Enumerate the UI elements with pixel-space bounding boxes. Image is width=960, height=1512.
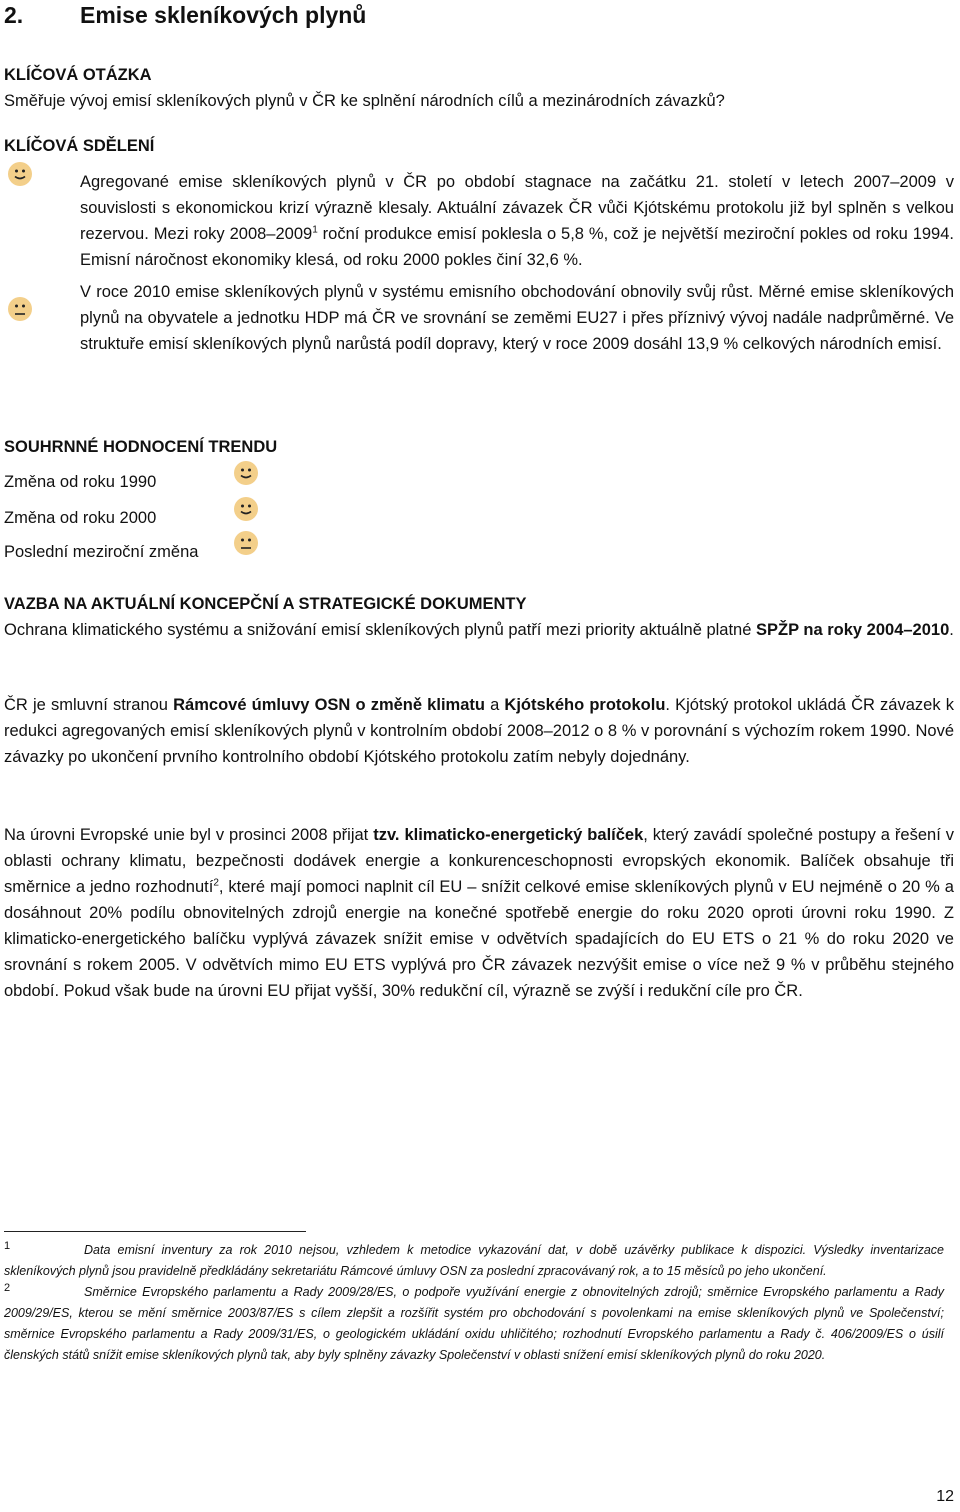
documents-heading: VAZBA NA AKTUÁLNÍ KONCEPČNÍ A STRATEGICKÉ DOKUMENTY [4,595,527,613]
kyoto-reference: Kjótského protokolu [504,696,666,714]
documents-paragraph-1: Ochrana klimatického systému a snižování emisí skleníkových plynů patří mezi priority aktuálně platné SPŽP na roky 2004–2010. [4,621,954,639]
sppz-reference: SPŽP na roky 2004–2010 [756,621,950,639]
trend-heading: SOUHRNNÉ HODNOCENÍ TRENDU [4,438,278,456]
section-title [4,0,366,30]
footnote-mark: 2 [4,1282,11,1294]
negative-message: V roce 2010 emise skleníkových plynů v systému emisního obchodování obnovily svůj růst. Měrné emise skleníkových plynů na obyvatele a jednotku HDP má ČR ve srovnání se zeměmi EU27 i přes příznivý vývoj nadále nadprůměrné. Ve struktuře emisí skleníkových plynů narůstá podíl dopravy, který v roce 2009 dosáhl 13,9 % celkových národních emisí. [80,283,954,353]
section-title-text: Emise skleníkových plynů [80,2,367,28]
climate-package-reference: tzv. klimaticko-energetický balíček [373,826,644,844]
footnote-1: 1 Data emisní inventury za rok 2010 nejsou, vzhledem k metodice vykazování dat, v době uzávěrky publikace k dispozici. Výsledky inventarizace skleníkových plynů jsou pravidelně předkládány sekretariátu Rámcové úmluvy OSN za poslední zpracovávaný rok, a to 15 měsíců po jeho ukončení. [4,1240,944,1282]
key-question-heading: KLÍČOVÁ OTÁZKA [4,66,152,84]
trend-label-1990: Změna od roku 1990 [4,473,157,491]
smiley-happy-icon [8,162,32,186]
smiley-sad-icon [234,531,258,555]
key-question-text: Směřuje vývoj emisí skleníkových plynů v ČR ke splnění národních cílů a mezinárodních závazků? [4,92,725,110]
documents-paragraph-3: Na úrovni Evropské unie byl v prosinci 2008 přijat tzv. klimaticko-energetický balíček, který zavádí společné postupy a řešení v oblasti ochrany klimatu, bezpečnosti dodávek energie a konkurenceschopnosti evropských ekonomik. Balíček obsahuje tři směrnice a jedno rozhodnutí$^2$, které mají pomoci naplnit cíl EU – snížit celkové emise skleníkových plynů v EU nejméně o 20 % a dosáhnout 20% podílu obnovitelných zdrojů energie na konečné spotřebě energie do roku 2020 oproti úrovni roku 1990. Z klimaticko-energetického balíčku vyplývá závazek snížit emise v odvětvích spadajících do EU ETS o 21 % do roku 2020 ve srovnání s rokem 2005. V odvětvích mimo EU ETS vyplývá pro ČR závazek nezvýšit emise o více než 9 % v průběhu stejného období. Pokud však bude na úrovni EU přijat vyšší, 30% redukční cíl, výrazně se zvýší i redukční cíle pro ČR. [4,826,954,1000]
key-messages-body [80,169,954,363]
footnote-divider [4,1231,306,1232]
footnote-2: 2 Směrnice Evropského parlamentu a Rady 2009/28/ES, o podpoře využívání energie z obnovitelných zdrojů; směrnice Evropského parlamentu a Rady 2009/29/ES, kterou se mění směrnice 2003/87/ES s cílem zlepšit a rozšířit systém pro obchodování s povolenkami na emise skleníkových plynů ve Společenství; směrnice Evropského parlamentu a Rady 2009/31/ES, o geologickém ukládání oxidu uhličitého; rozhodnutí Evropského parlamentu a Rady č. 406/2009/ES o úsilí členských států snížit emise skleníkových plynů tak, aby byly splněny závazky Společenství v oblasti snížení emisí skleníkových plynů do roku 2020. [4,1282,944,1366]
documents-paragraph-2: ČR je smluvní stranou Rámcové úmluvy OSN o změně klimatu a Kjótského protokolu. Kjótský protokol ukládá ČR závazek k redukci agregovaných emisí skleníkových plynů v kontrolním období 2008–2012 o 8 % v porovnání s výchozím rokem 1990. Nové závazky po ukončení prvního kontrolního období Kjótského protokolu zatím nebyly dojednány. [4,696,954,766]
trend-label-yoy: Poslední meziroční změna [4,543,199,561]
trend-label-2000: Změna od roku 2000 [4,509,157,527]
footnote-ref-2: 2 [213,877,219,889]
smiley-happy-icon [234,497,258,521]
footnotes [4,1240,944,1366]
page-number: 12 [936,1488,954,1505]
unfccc-reference: Rámcové úmluvy OSN o změně klimatu [173,696,485,714]
smiley-sad-icon [8,297,32,321]
positive-message: Agregované emise skleníkových plynů v ČR po období stagnace na začátku 21. století v letech 2007–2009 v souvislosti s ekonomickou krizí výrazně klesaly. Aktuální závazek ČR vůči Kjótskému protokolu již byl splněn s velkou rezervou. Mezi roky 2008–2009$^1$ roční produkce emisí poklesla o 5,8 %, což je největší meziroční pokles od roku 1994. Emisní náročnost ekonomiky klesá, od roku 2000 pokles činí 32,6 %. [80,173,954,269]
key-messages-heading: KLÍČOVÁ SDĚLENÍ [4,137,155,155]
smiley-happy-icon [234,461,258,485]
footnote-mark: 1 [4,1240,11,1252]
footnote-ref-1: 1 [312,224,318,236]
section-number: 2. [4,2,24,28]
